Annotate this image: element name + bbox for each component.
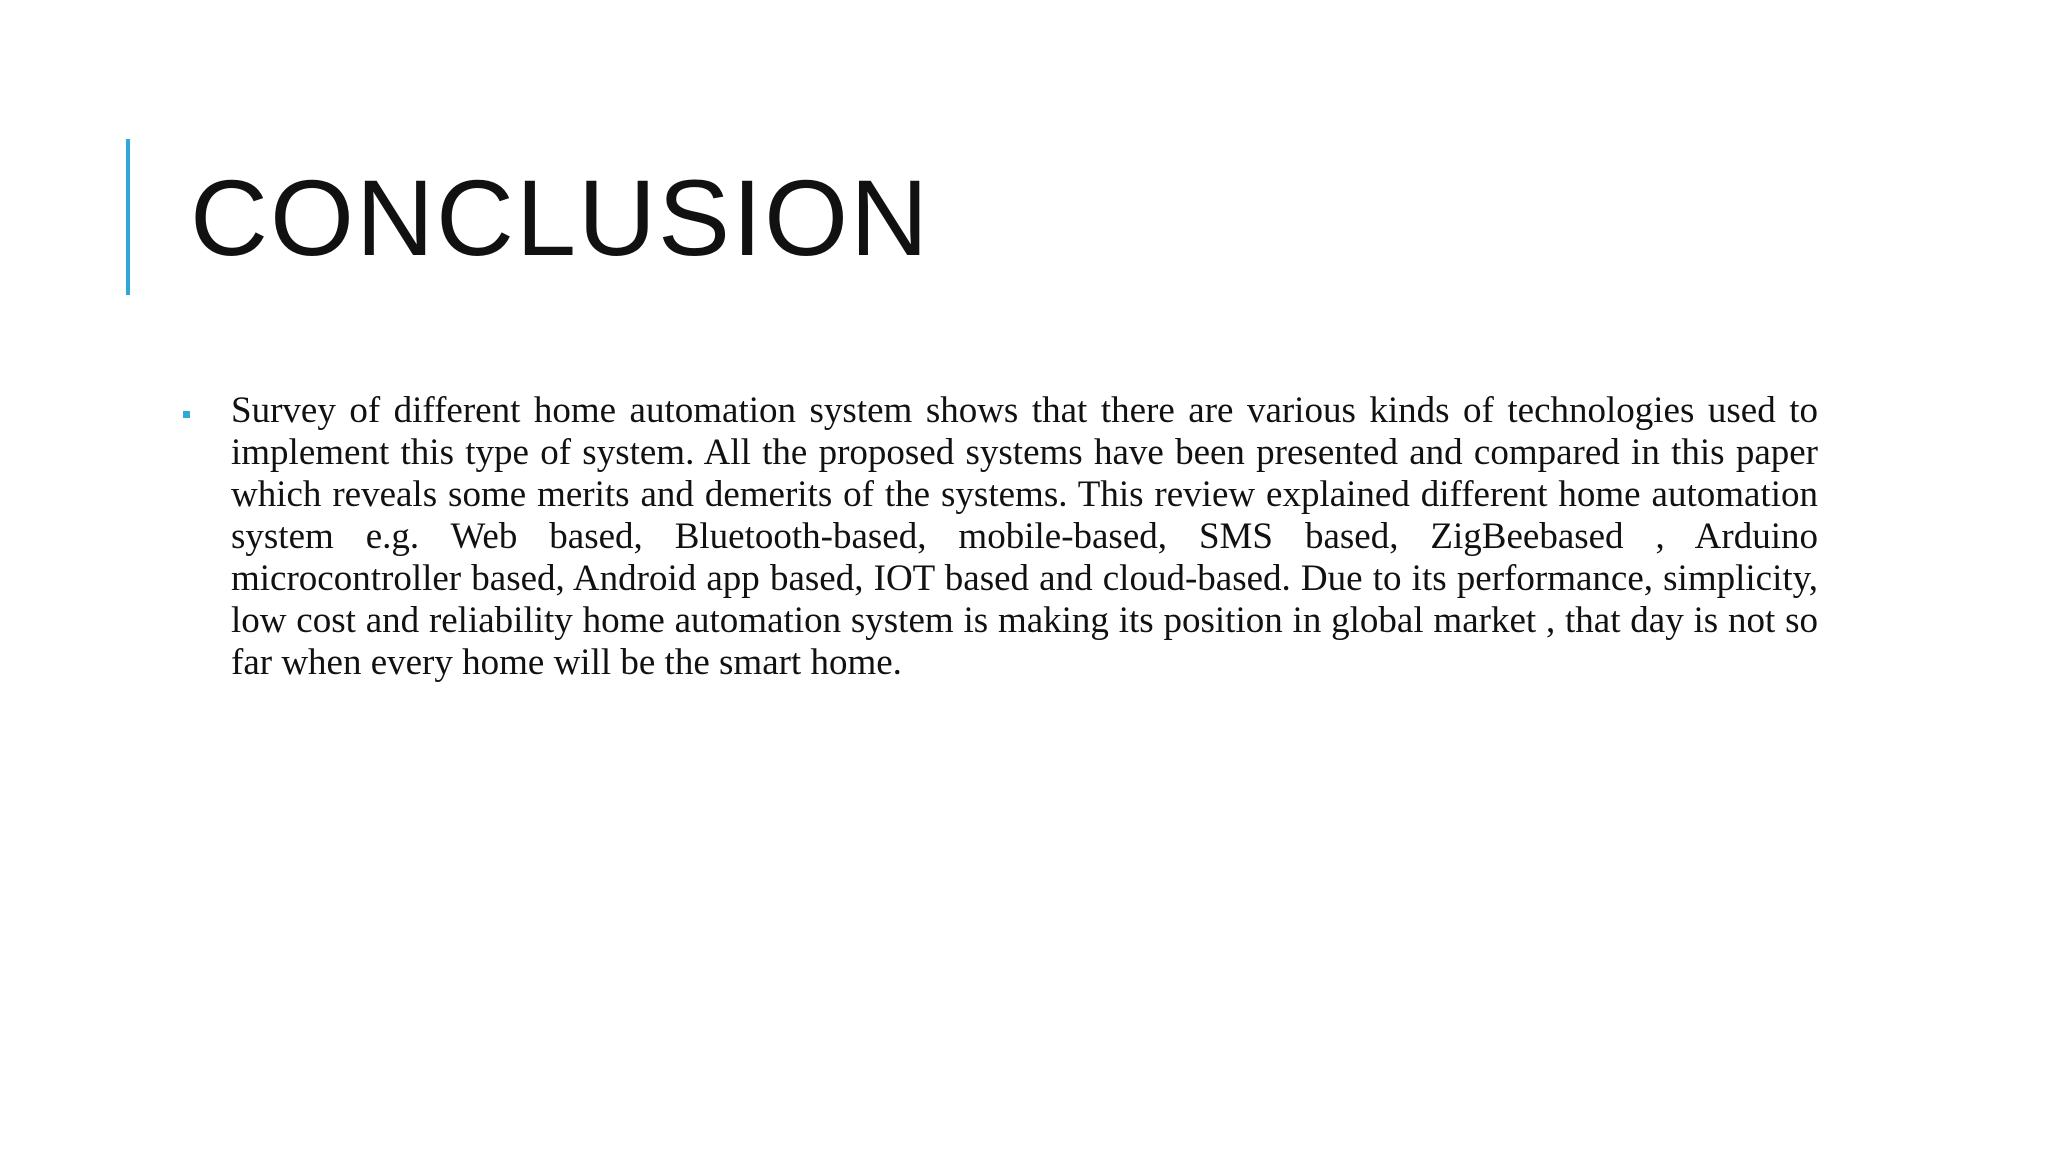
square-bullet-icon [183, 411, 190, 418]
slide-title: CONCLUSION [190, 157, 931, 278]
bullet-text: Survey of different home automation system shows that there are various kinds of technologies used to implement this type of system. All the proposed systems have been presented and compared in this paper which reveals some merits and demerits of the systems. This review explained different home automation system e.g. Web based, Bluetooth-based, mobile-based, SMS based, ZigBeebased , Arduino microcontroller based, Android app based, IOT based and cloud-based. Due to its performance, simplicity, low cost and reliability home automation system is making its position in global market , that day is not so far when every home will be the smart home. [231, 390, 1818, 683]
title-accent-bar [126, 139, 130, 295]
bullet-list [178, 390, 1818, 684]
bullet-item [178, 390, 1818, 684]
